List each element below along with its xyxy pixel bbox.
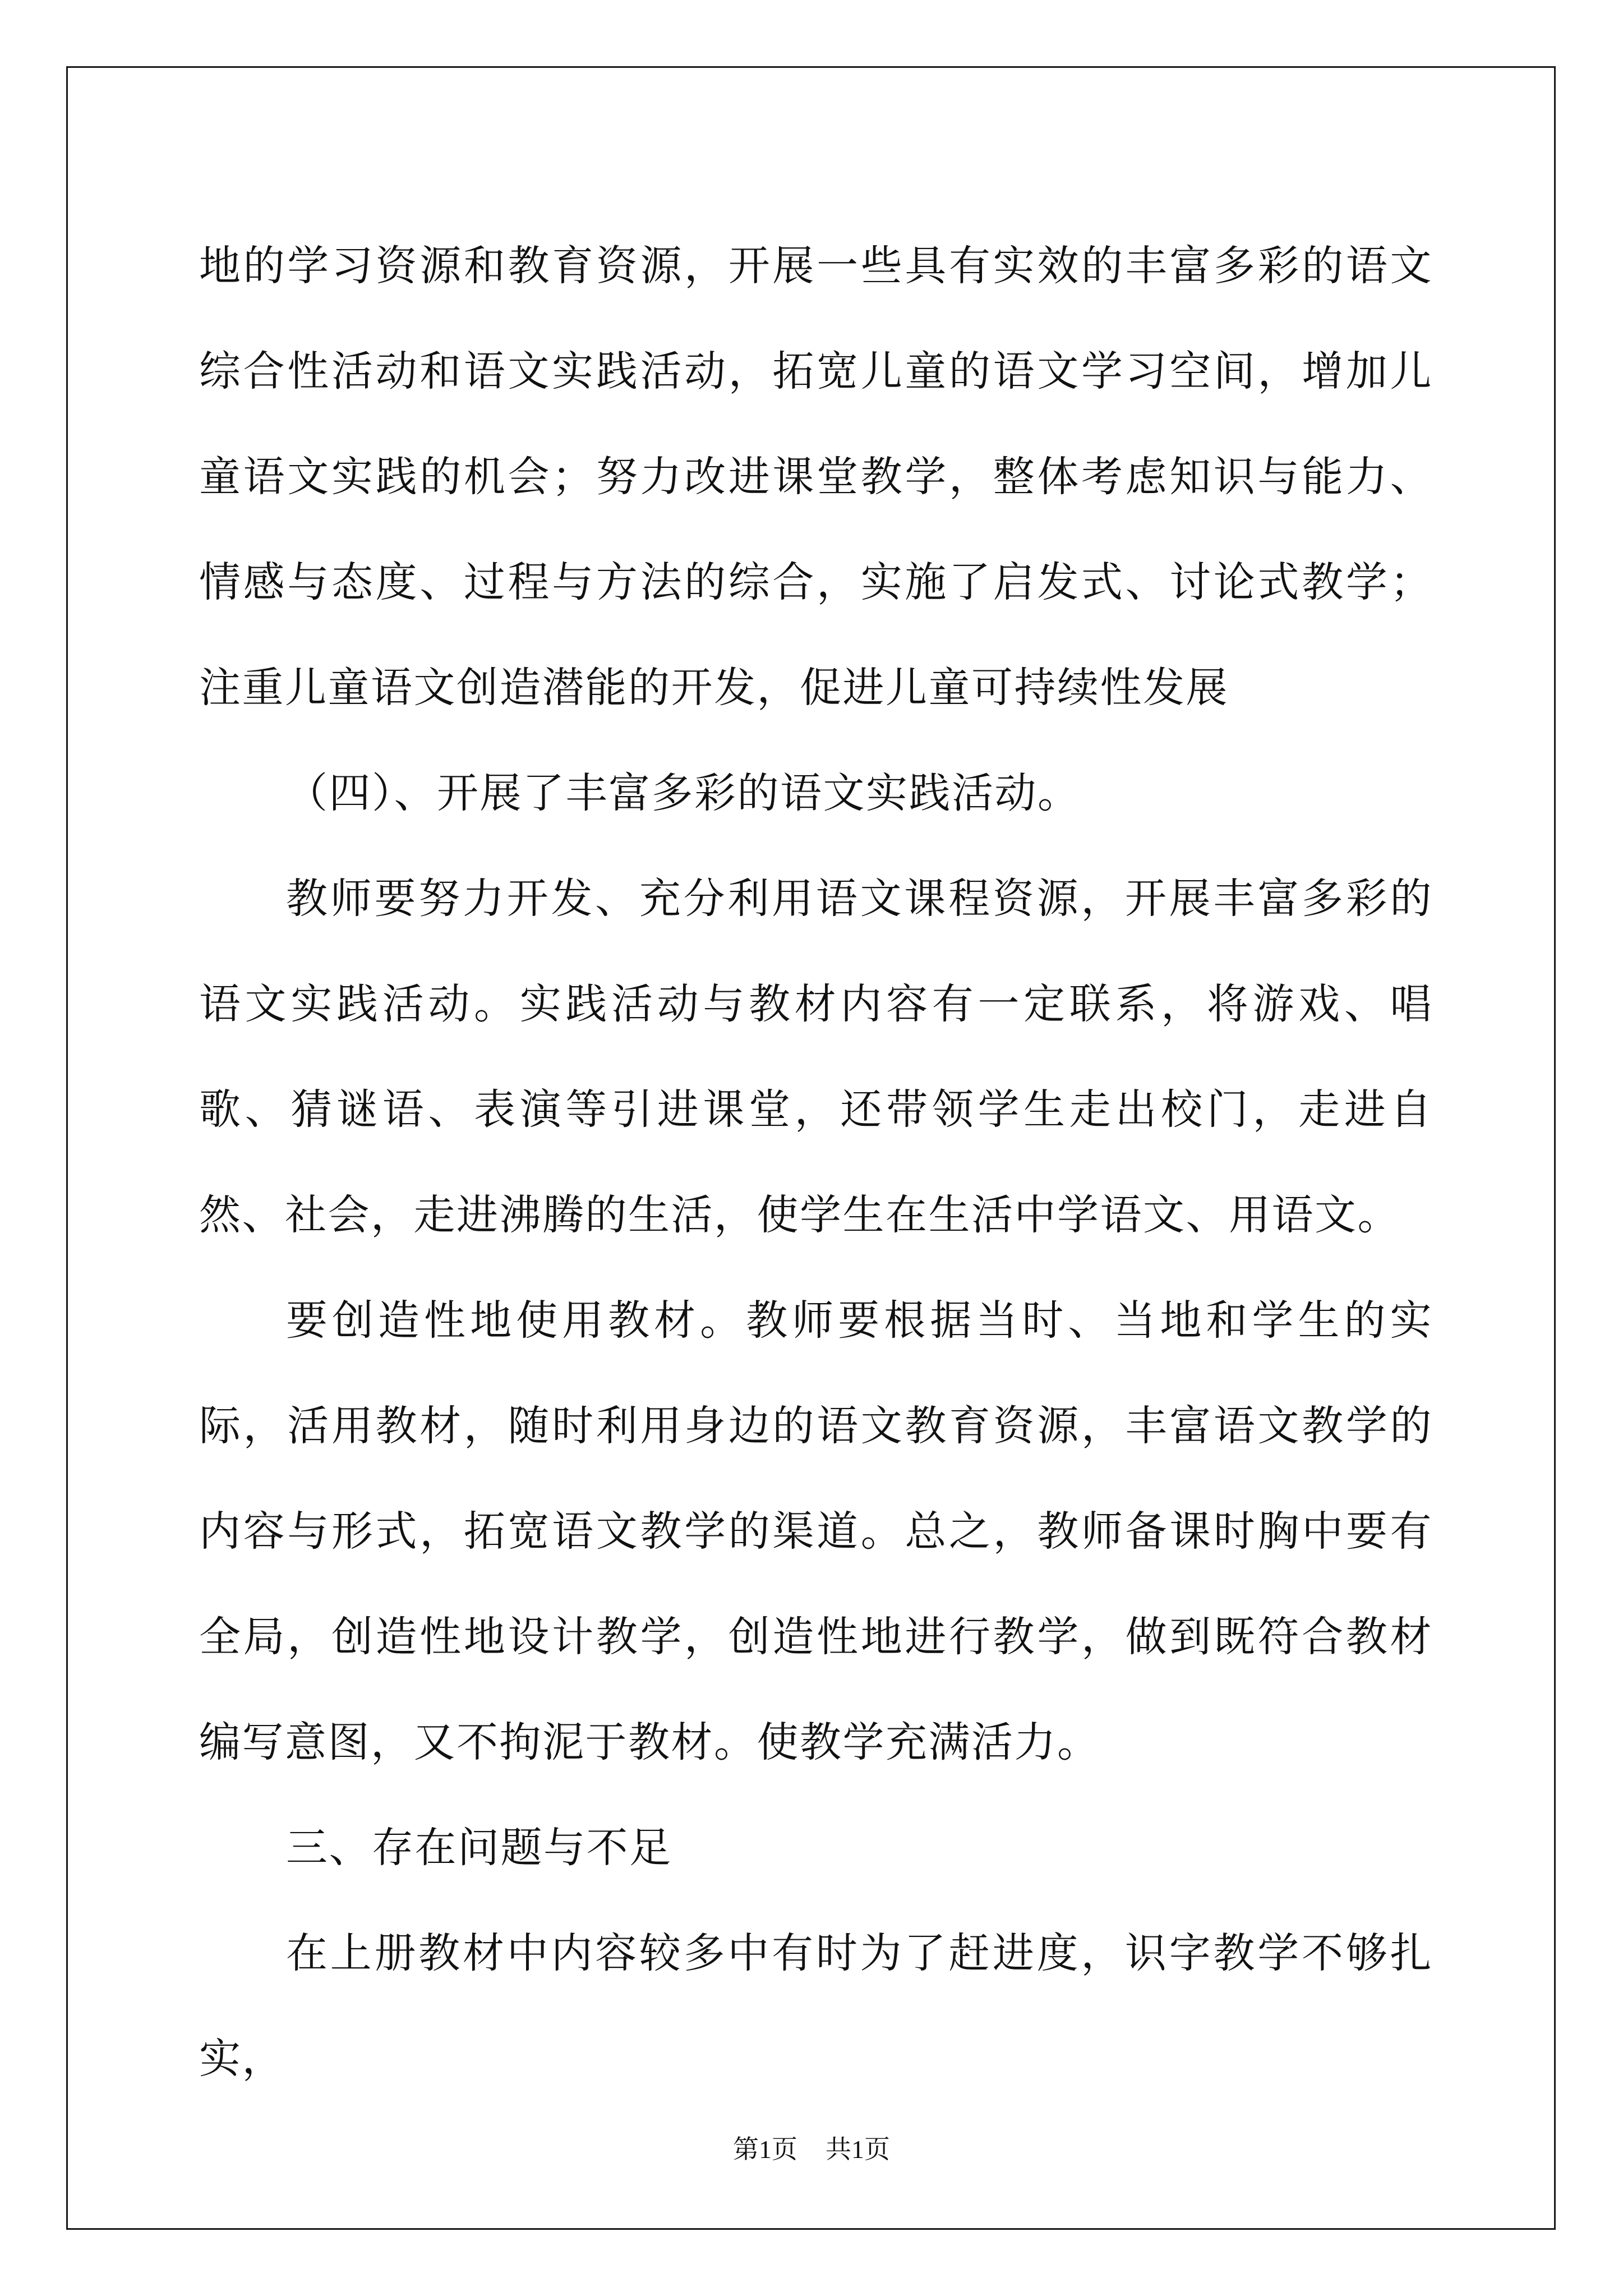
paragraph: 在上册教材中内容较多中有时为了赶进度，识字教学不够扎实， [199, 1929, 1433, 2083]
paragraph: 教师要努力开发、充分利用语文课程资源，开展丰富多彩的语文实践活动。实践活动与教材内容有一定联系，将游戏、唱歌、猜谜语、表演等引进课堂，还带领学生走出校门，走进自然、社会，走进沸腾的生活，使学生在生活中学语文、用语文。 [199, 875, 1433, 1239]
document-body [199, 213, 1433, 2111]
paragraph-continuation: 地的学习资源和教育资源，开展一些具有实效的丰富多彩的语文综合性活动和语文实践活动，拓宽儿童的语文学习空间，增加儿童语文实践的机会；努力改进课堂教学，整体考虑知识与能力、情感与态度、过程与方法的综合，实施了启发式、讨论式教学；注重儿童语文创造潜能的开发，促进儿童可持续性发展 [199, 242, 1433, 712]
page-number: 第1页 [733, 2135, 797, 2164]
page-footer [0, 2129, 1623, 2166]
paragraph: 要创造性地使用教材。教师要根据当时、当地和学生的实际，活用教材，随时利用身边的语文教育资源，丰富语文教学的内容与形式，拓宽语文教学的渠道。总之，教师备课时胸中要有全局，创造性地设计教学，创造性地进行教学，做到既符合教材编写意图，又不拘泥于教材。使教学充满活力。 [199, 1296, 1433, 1766]
page-total: 共1页 [826, 2135, 890, 2164]
section-heading-four: （四）、开展了丰富多彩的语文实践活动。 [286, 769, 1081, 817]
section-heading-three: 三、存在问题与不足 [286, 1824, 672, 1872]
